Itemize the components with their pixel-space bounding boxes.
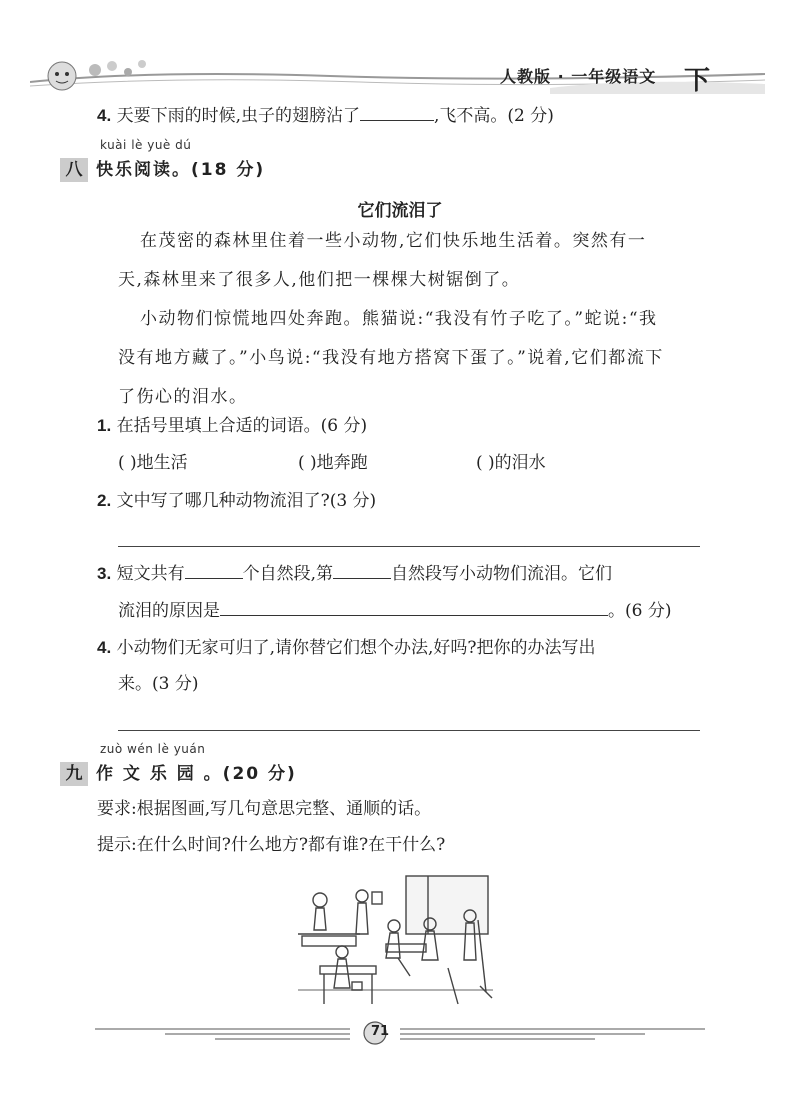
question-text: 在括号里填上合适的词语。(6 分) bbox=[116, 416, 368, 436]
question-3-line-2 bbox=[118, 599, 671, 622]
page-number: 71 bbox=[370, 1024, 390, 1039]
section-9-heading bbox=[60, 759, 297, 786]
q1-item-1[interactable]: ( )地生活 bbox=[118, 453, 188, 473]
question-text: 短文共有 bbox=[116, 564, 185, 584]
question-text: 小动物们无家可归了,请你替它们想个办法,好吗?把你的办法写出 bbox=[116, 638, 596, 658]
paragraph-line: 了伤心的泪水。 bbox=[118, 387, 248, 407]
requirement-text: 要求:根据图画,写几句意思完整、通顺的话。 bbox=[97, 799, 432, 819]
section-badge: 八 bbox=[60, 158, 88, 182]
footer-decoration bbox=[95, 1018, 705, 1048]
section-title: 快乐阅读。(18 分) bbox=[96, 160, 266, 180]
classroom-cleaning-illustration bbox=[298, 872, 493, 1012]
section-8-heading bbox=[60, 155, 265, 182]
question-text: 。(6 分) bbox=[608, 601, 672, 621]
fill-blank[interactable] bbox=[220, 599, 608, 616]
volume-label: 下 bbox=[684, 66, 711, 96]
paragraph-2 bbox=[96, 300, 664, 417]
edition-label: 人教版 · 一年级语文 bbox=[500, 67, 657, 86]
series-logo bbox=[40, 52, 155, 96]
q1-item-2[interactable]: ( )地奔跑 bbox=[298, 453, 368, 473]
question-number: 3. bbox=[97, 564, 112, 583]
question-number: 1. bbox=[97, 416, 112, 435]
section-8-pinyin: kuài lè yuè dú bbox=[100, 138, 192, 152]
fill-blank[interactable] bbox=[333, 562, 391, 579]
paragraph-line: 没有地方藏了。”小鸟说:“我没有地方搭窝下蛋了。”说着,它们都流下 bbox=[118, 348, 664, 368]
q1-item-3[interactable]: ( )的泪水 bbox=[476, 453, 546, 473]
section-badge: 九 bbox=[60, 762, 88, 786]
answer-line[interactable] bbox=[118, 730, 700, 731]
fill-blank[interactable] bbox=[185, 562, 243, 579]
answer-line[interactable] bbox=[118, 546, 700, 547]
question-text: 天要下雨的时候,虫子的翅膀沾了 bbox=[116, 106, 360, 126]
question-text: 文中写了哪几种动物流泪了?(3 分) bbox=[116, 491, 377, 511]
question-number: 4. bbox=[97, 638, 112, 657]
question-text: 自然段写小动物们流泪。它们 bbox=[391, 564, 612, 584]
hint-text: 提示:在什么时间?什么地方?都有谁?在干什么? bbox=[97, 835, 446, 855]
question-number: 4. bbox=[97, 106, 112, 125]
fill-blank[interactable] bbox=[360, 104, 434, 121]
question-4-line-2: 来。(3 分) bbox=[118, 674, 199, 694]
question-1 bbox=[97, 415, 367, 437]
paragraph-line: 小动物们惊慌地四处奔跑。熊猫说:“我没有竹子吃了。”蛇说:“我 bbox=[140, 309, 658, 329]
question-text: 个自然段,第 bbox=[242, 564, 333, 584]
section-title: 作 文 乐 园 。(20 分) bbox=[96, 764, 297, 784]
paragraph-line: 在茂密的森林里住着一些小动物,它们快乐地生活着。突然有一 bbox=[140, 231, 647, 251]
question-number: 2. bbox=[97, 491, 112, 510]
story-title: 它们流泪了 bbox=[357, 201, 443, 221]
question-2 bbox=[97, 490, 376, 512]
section-9-pinyin: zuò wén lè yuán bbox=[100, 742, 206, 756]
question-4-top bbox=[97, 104, 554, 127]
question-3 bbox=[97, 562, 612, 585]
question-text: 流泪的原因是 bbox=[118, 601, 220, 621]
question-text-end: ,飞不高。(2 分) bbox=[434, 106, 554, 126]
question-4 bbox=[97, 637, 596, 659]
paragraph-line: 天,森林里来了很多人,他们把一棵棵大树锯倒了。 bbox=[118, 270, 521, 290]
paragraph-1 bbox=[118, 222, 646, 300]
